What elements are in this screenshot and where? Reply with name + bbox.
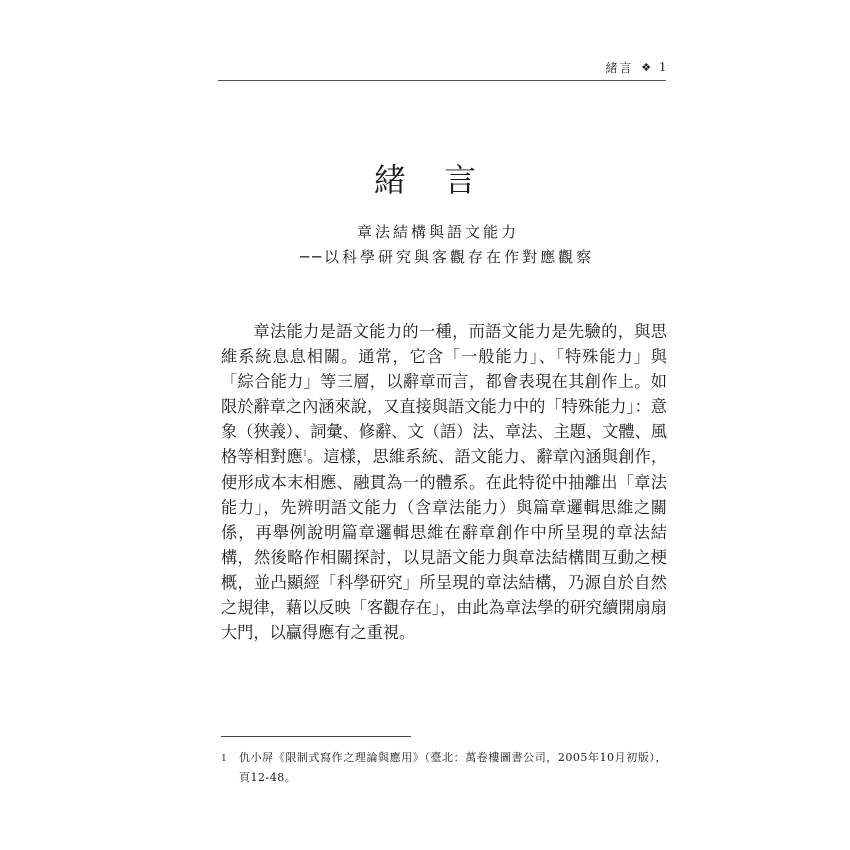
chapter-subtitle-secondary: ──以科學研究與客觀存在作對應觀察 — [300, 248, 595, 266]
footnote-item — [221, 748, 667, 788]
page-number: 1 — [659, 59, 666, 75]
footnote-reference-link[interactable]: 1 — [302, 449, 307, 459]
running-header-title: 緒言 — [605, 60, 634, 75]
body-text-part1: 章法能力是語文能力的一種，而語文能力是先驗的，與思維系統息息相關。通常，它含「一般能力」、「特殊能力」與「綜合能力」等三層，以辭章而言，都會表現在其創作上。如限於辭章之內涵來說，又直接與語文能力中的「特殊能力」：意象（狹義）、詞彙、修辭、文（語）法、章法、主題、文體、風格等相對應 — [221, 323, 667, 467]
running-header — [218, 58, 666, 81]
chapter-title: 緒 言 — [373, 161, 491, 199]
footnote-number: 1 — [221, 752, 227, 764]
diamond-ornament-icon: ❖ — [641, 60, 652, 74]
footnote-text: 仇小屏《限制式寫作之理論與應用》（臺北：萬卷樓圖書公司，2005年10月初版），頁12-48。 — [239, 751, 667, 784]
chapter-subtitle: 章法結構與語文能力 — [357, 223, 520, 241]
footnote-divider — [221, 736, 411, 737]
body-paragraph — [221, 320, 667, 646]
body-text-part2: 。這樣，思維系統、語文能力、辭章內涵與創作，便形成本末相應、融貫為一的體系。在此特從中抽離出「章法能力」，先辨明語文能力（含章法能力）與篇章邏輯思維之關係，再舉例說明篇章邏輯思維在辭章創作中所呈現的章法結構，然後略作相關探討，以見語文能力與章法結構間互動之梗概，並凸顯經「科學研究」所呈現的章法結構，乃源自於自然之規律，藉以反映「客觀存在」，由此為章法學的研究續開扇扇大門，以贏得應有之重視。 — [221, 448, 668, 643]
